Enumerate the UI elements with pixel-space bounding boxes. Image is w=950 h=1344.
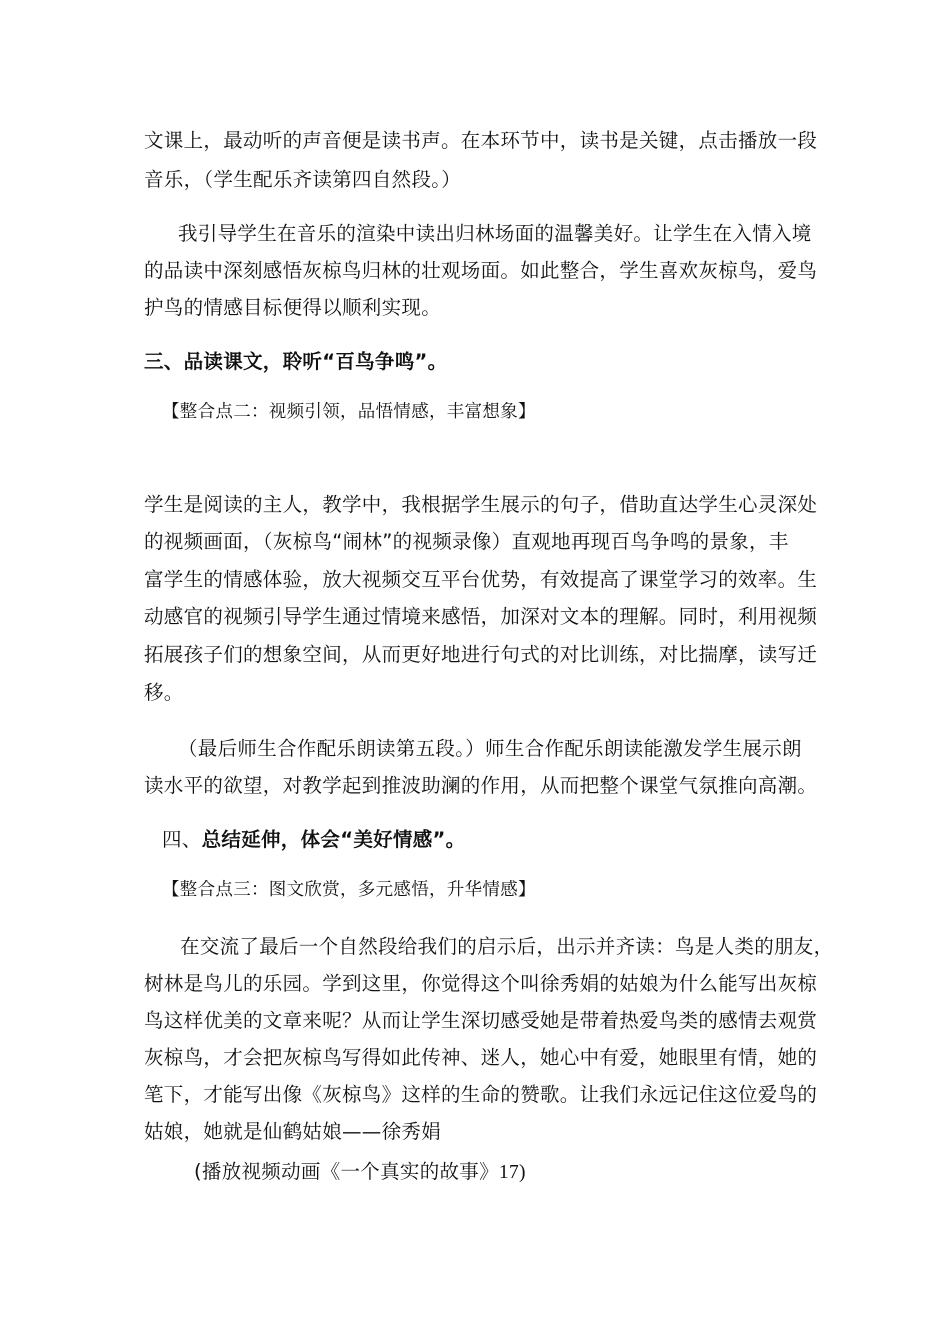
para2-line-3: 护鸟的情感目标便得以顺利实现。 <box>144 296 442 319</box>
para3-line-6: 移。 <box>144 681 184 704</box>
section-heading-4 <box>162 828 465 852</box>
para1-line-1: 文课上，最动听的声音便是读书声。在本环节中，读书是关键，点击播放一段 <box>144 129 818 152</box>
para5-line-2: 树林是鸟儿的乐园。学到这里，你觉得这个叫徐秀娟的姑娘为什么能写出灰椋 <box>144 972 818 995</box>
integration-point-2: 【整合点二：视频引领，品悟情感，丰富想象】 <box>162 402 536 422</box>
para6-text: (播放视频动画《一个真实的故事》 <box>194 1160 499 1183</box>
integration-point-3: 【整合点三：图文欣赏，多元感悟，升华情感】 <box>162 880 536 900</box>
para3-line-1: 学生是阅读的主人，教学中，我根据学生展示的句子，借助直达学生心灵深处 <box>144 493 818 516</box>
para2-line-1: 我引导学生在音乐的渲染中读出归林场面的温馨美好。让学生在入情入境 <box>178 222 812 245</box>
para3-line-3: 富学生的情感体验，放大视频交互平台优势，有效提高了课堂学习的效率。生 <box>144 568 818 591</box>
para6-line <box>194 1160 526 1185</box>
para5-line-1: 在交流了最后一个自然段给我们的启示后，出示并齐读：鸟是人类的朋友， <box>180 935 834 958</box>
para3-line-4: 动感官的视频引导学生通过情境来感悟，加深对文本的理解。同时，利用视频 <box>144 605 818 628</box>
para6-number: 17) <box>498 1162 526 1183</box>
section-heading-3: 三、品读课文，聆听“百鸟争鸣”。 <box>144 350 448 373</box>
para5-line-3: 鸟这样优美的文章来呢？从而让学生深切感受她是带着热爱鸟类的感情去观赏 <box>144 1009 818 1032</box>
para5-line-6: 姑娘，她就是仙鹤姑娘——徐秀娟 <box>144 1120 441 1143</box>
para3-line-2: 的视频画面，（灰椋鸟“闹林”的视频录像）直观地再现百鸟争鸣的景象，丰 <box>144 530 789 553</box>
section-heading-4-prefix: 四、 <box>162 828 202 851</box>
para1-line-2: 音乐，（学生配乐齐读第四自然段。） <box>144 168 462 191</box>
para5-line-5: 笔下，才能写出像《灰椋鸟》这样的生命的赞歌。让我们永远记住这位爱鸟的 <box>144 1083 818 1106</box>
para3-line-5: 拓展孩子们的想象空间，从而更好地进行句式的对比训练，对比揣摩，读写迁 <box>144 643 818 666</box>
para4-line-2: 读水平的欲望，对教学起到推波助澜的作用，从而把整个课堂气氛推向高潮。 <box>144 774 818 797</box>
section-heading-4-text: 总结延伸，体会“美好情感”。 <box>201 828 466 851</box>
para2-line-2: 的品读中深刻感悟灰椋鸟归林的壮观场面。如此整合，学生喜欢灰椋鸟，爱鸟 <box>144 259 818 282</box>
para5-line-4: 灰椋鸟，才会把灰椋鸟写得如此传神、迷人，她心中有爱，她眼里有情，她的 <box>144 1046 818 1069</box>
para4-line-1: （最后师生合作配乐朗读第五段。）师生合作配乐朗读能激发学生展示朗 <box>178 737 802 760</box>
